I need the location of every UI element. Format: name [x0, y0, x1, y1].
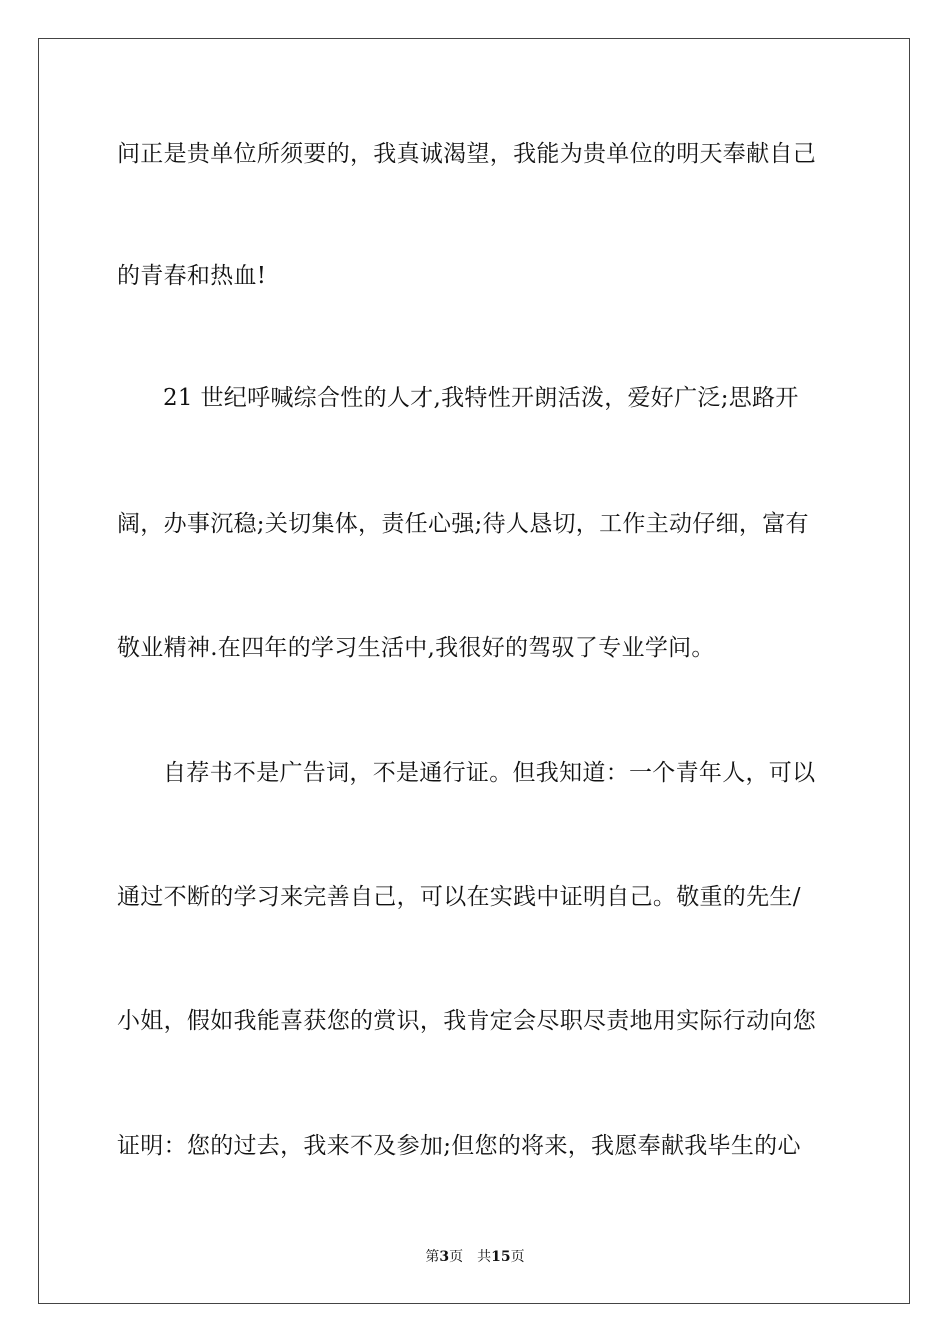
text-line-3: 21 世纪呼喊综合性的人才,我特性开朗活泼，爱好广泛;思路开: [163, 385, 799, 411]
footer-page-prefix: 第: [425, 1249, 440, 1265]
text-line-4: 阔，办事沉稳;关切集体，责任心强;待人恳切，工作主动仔细，富有: [117, 511, 809, 537]
footer-total-suffix: 页: [510, 1249, 525, 1265]
text-line-9: 证明：您的过去，我来不及参加;但您的将来，我愿奉献我毕生的心: [117, 1133, 801, 1159]
footer-total-pages: 15: [491, 1249, 511, 1265]
page-footer: [0, 1248, 950, 1266]
footer-total-prefix: 共: [477, 1249, 492, 1265]
footer-page-number: 3: [439, 1249, 450, 1265]
text-line-7: 通过不断的学习来完善自己，可以在实践中证明自己。敬重的先生/: [117, 884, 801, 910]
text-line-2: 的青春和热血!: [117, 263, 267, 289]
footer-page-suffix: 页: [449, 1249, 464, 1265]
text-line-5: 敬业精神.在四年的学习生活中,我很好的驾驭了专业学问。: [117, 635, 715, 661]
page-frame: [38, 38, 910, 1304]
text-line-6: 自荐书不是广告词，不是通行证。但我知道：一个青年人，可以: [163, 760, 816, 786]
text-line-1: 问正是贵单位所须要的，我真诚渴望，我能为贵单位的明天奉献自己: [117, 141, 816, 167]
text-line-8: 小姐，假如我能喜获您的赏识，我肯定会尽职尽责地用实际行动向您: [117, 1008, 816, 1034]
